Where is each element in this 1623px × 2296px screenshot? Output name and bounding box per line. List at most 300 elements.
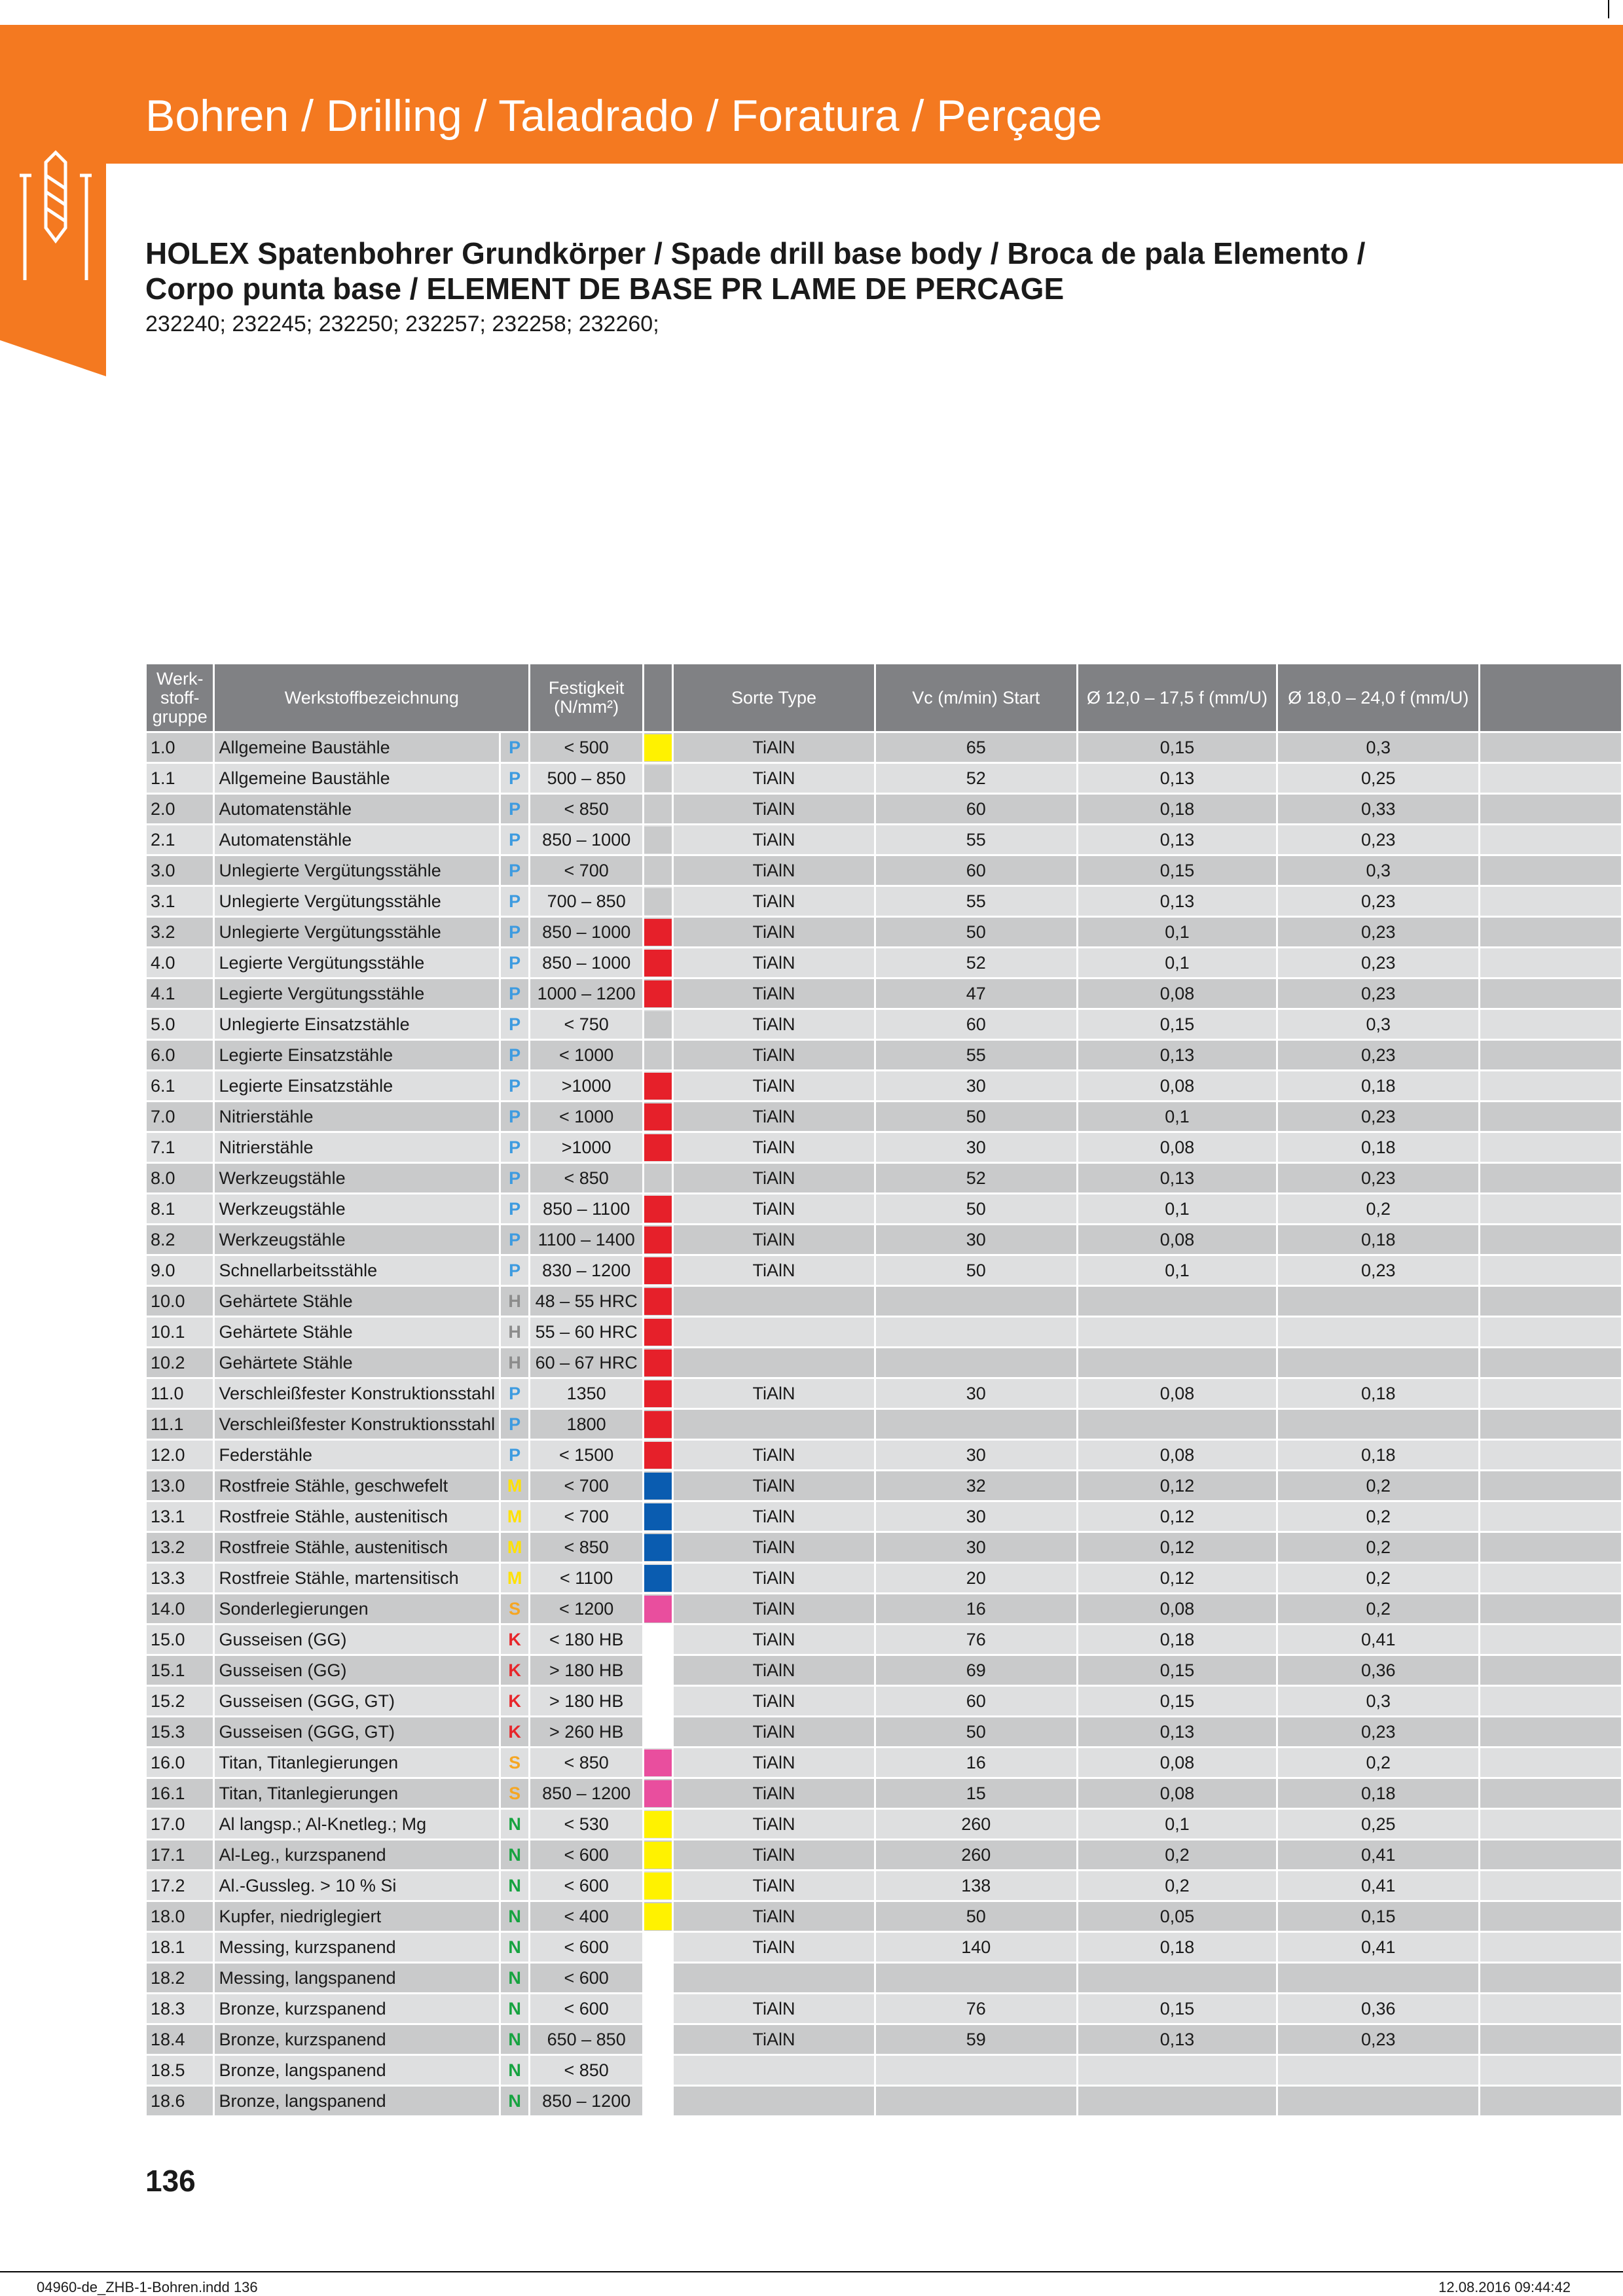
cell-strength: 850 – 1000 [530,825,644,855]
cell-vc: 60 [875,1686,1077,1717]
cell-feed-small: 0,08 [1077,1132,1277,1163]
cell-strength: > 180 HB [530,1686,644,1717]
cell-strength: < 850 [530,2055,644,2086]
cell-vc: 140 [875,1932,1077,1963]
header-empty [1480,664,1622,732]
cell-empty [1480,1871,1622,1901]
cell-material-name: Automatenstähle [214,825,500,855]
cell-type: TiAlN [673,1901,875,1932]
cell-group-code: 17.0 [147,1809,214,1840]
color-swatch [644,980,672,1007]
cell-material-name: Gehärtete Stähle [214,1317,500,1348]
cell-iso-group: K [500,1655,530,1686]
cell-material-name: Legierte Einsatzstähle [214,1040,500,1071]
cell-feed-small: 0,13 [1077,1040,1277,1071]
table-header-row [147,664,1622,732]
table-row [147,1655,1622,1686]
header-title: Bohren / Drilling / Taladrado / Foratura / Perçage [145,91,1103,141]
cell-feed-large: 0,2 [1277,1471,1480,1501]
cell-feed-large: 0,3 [1277,855,1480,886]
cell-strength: 850 – 1200 [530,1778,644,1809]
cell-iso-group: P [500,825,530,855]
cell-type: TiAlN [673,1624,875,1655]
product-title [145,236,1520,306]
cell-vc: 52 [875,948,1077,978]
cell-empty [1480,1963,1622,1994]
cell-feed-small: 0,2 [1077,1840,1277,1871]
cell-feed-large: 0,36 [1277,1655,1480,1686]
cell-vc [875,1963,1077,1994]
cell-feed-large: 0,23 [1277,1040,1480,1071]
cell-material-name: Kupfer, niedriglegiert [214,1901,500,1932]
cell-feed-large: 0,2 [1277,1194,1480,1225]
cell-empty [1480,1440,1622,1471]
cell-iso-group: P [500,1378,530,1409]
header-vc: Vc (m/min) Start [875,664,1077,732]
cell-feed-small: 0,08 [1077,978,1277,1009]
cell-type: TiAlN [673,1655,875,1686]
cell-color-swatch [644,948,673,978]
cell-iso-group: P [500,978,530,1009]
table-row [147,763,1622,794]
cell-iso-group: P [500,1009,530,1040]
cell-feed-small: 0,13 [1077,1163,1277,1194]
cell-group-code: 13.2 [147,1532,214,1563]
color-swatch [644,888,672,915]
cell-empty [1480,1071,1622,1102]
cell-feed-small: 0,13 [1077,825,1277,855]
cell-feed-large [1277,1317,1480,1348]
cell-material-name: Legierte Vergütungsstähle [214,978,500,1009]
cell-vc: 32 [875,1471,1077,1501]
cell-strength: < 1200 [530,1594,644,1624]
header-color [644,664,673,732]
cell-feed-small: 0,12 [1077,1501,1277,1532]
color-swatch [644,734,672,761]
cell-group-code: 7.0 [147,1102,214,1132]
cell-group-code: 14.0 [147,1594,214,1624]
cell-empty [1480,855,1622,886]
cell-iso-group: N [500,1963,530,1994]
cell-empty [1480,794,1622,825]
color-swatch [644,1503,672,1530]
cell-iso-group: P [500,763,530,794]
cell-strength: >1000 [530,1132,644,1163]
cell-material-name: Al langsp.; Al-Knetleg.; Mg [214,1809,500,1840]
cell-feed-large: 0,23 [1277,978,1480,1009]
cell-feed-large: 0,18 [1277,1132,1480,1163]
color-swatch [644,1227,672,1253]
cell-feed-small: 0,1 [1077,1809,1277,1840]
cell-group-code: 10.2 [147,1348,214,1378]
cell-empty [1480,2055,1622,2086]
cell-material-name: Unlegierte Vergütungsstähle [214,886,500,917]
cell-vc: 30 [875,1501,1077,1532]
cell-feed-large: 0,36 [1277,1994,1480,2024]
table-row [147,1255,1622,1286]
cell-color-swatch [644,886,673,917]
cell-vc: 60 [875,855,1077,886]
cell-group-code: 15.0 [147,1624,214,1655]
drill-icon [20,149,92,280]
cell-group-code: 17.2 [147,1871,214,1901]
cell-feed-large: 0,18 [1277,1071,1480,1102]
cell-feed-small: 0,08 [1077,1778,1277,1809]
color-swatch [644,950,672,977]
cell-type: TiAlN [673,732,875,763]
cell-type: TiAlN [673,1255,875,1286]
cell-strength: < 600 [530,1932,644,1963]
cell-color-swatch [644,825,673,855]
table-row [147,1194,1622,1225]
cell-material-name: Unlegierte Vergütungsstähle [214,917,500,948]
cell-type: TiAlN [673,855,875,886]
color-swatch [644,1196,672,1223]
cell-iso-group: P [500,794,530,825]
color-swatch [644,1073,672,1100]
cell-empty [1480,1348,1622,1378]
cell-feed-large [1277,1286,1480,1317]
cell-vc: 50 [875,1255,1077,1286]
cell-feed-small: 0,05 [1077,1901,1277,1932]
cell-feed-small: 0,18 [1077,1624,1277,1655]
cell-vc: 55 [875,1040,1077,1071]
cell-feed-large [1277,2086,1480,2117]
cell-iso-group: M [500,1563,530,1594]
cell-group-code: 16.0 [147,1748,214,1778]
cell-feed-small [1077,2086,1277,2117]
cell-iso-group: P [500,1132,530,1163]
cell-vc: 30 [875,1071,1077,1102]
cell-empty [1480,1901,1622,1932]
cell-material-name: Unlegierte Einsatzstähle [214,1009,500,1040]
cell-group-code: 15.3 [147,1717,214,1748]
cell-vc: 52 [875,1163,1077,1194]
table-row [147,978,1622,1009]
cell-feed-small [1077,1286,1277,1317]
cell-material-name: Nitrierstähle [214,1102,500,1132]
cell-strength: 700 – 850 [530,886,644,917]
cell-feed-small: 0,15 [1077,1994,1277,2024]
cell-vc: 65 [875,732,1077,763]
cell-material-name: Gusseisen (GG) [214,1655,500,1686]
cell-feed-large [1277,2055,1480,2086]
cell-feed-small: 0,18 [1077,1932,1277,1963]
cell-material-name: Sonderlegierungen [214,1594,500,1624]
cell-group-code: 4.1 [147,978,214,1009]
table-body [147,732,1622,2117]
cell-strength: < 1000 [530,1102,644,1132]
cell-strength: < 850 [530,1532,644,1563]
cell-type: TiAlN [673,825,875,855]
cell-empty [1480,1409,1622,1440]
cell-iso-group: P [500,1409,530,1440]
cell-iso-group: P [500,1225,530,1255]
cell-empty [1480,1624,1622,1655]
cell-material-name: Unlegierte Vergütungsstähle [214,855,500,886]
cell-vc: 47 [875,978,1077,1009]
cell-group-code: 18.2 [147,1963,214,1994]
cell-color-swatch [644,855,673,886]
cell-iso-group: N [500,2055,530,2086]
color-swatch [644,1873,672,1899]
cell-iso-group: P [500,732,530,763]
cell-type: TiAlN [673,1163,875,1194]
table-row [147,1409,1622,1440]
cutting-data-table [147,664,1623,2117]
cell-feed-large: 0,2 [1277,1748,1480,1778]
cell-type: TiAlN [673,2024,875,2055]
table-row [147,1071,1622,1102]
cell-material-name: Verschleißfester Konstruktionsstahl [214,1378,500,1409]
cell-iso-group: M [500,1532,530,1563]
cell-color-swatch [644,1594,673,1624]
header-group: Werk- stoff- gruppe [147,664,214,732]
cell-feed-large: 0,18 [1277,1440,1480,1471]
cell-feed-large: 0,23 [1277,1255,1480,1286]
cell-empty [1480,1778,1622,1809]
cell-vc: 52 [875,763,1077,794]
table-row [147,1532,1622,1563]
cell-color-swatch [644,1994,673,2024]
cell-color-swatch [644,1194,673,1225]
cell-empty [1480,1471,1622,1501]
cell-iso-group: K [500,1686,530,1717]
cell-empty [1480,1009,1622,1040]
cell-empty [1480,732,1622,763]
cell-color-swatch [644,1071,673,1102]
color-swatch [644,1903,672,1930]
cell-feed-small: 0,08 [1077,1748,1277,1778]
cell-vc: 260 [875,1840,1077,1871]
cell-empty [1480,1102,1622,1132]
cell-iso-group: P [500,1163,530,1194]
cell-empty [1480,1132,1622,1163]
cell-type [673,1286,875,1317]
cell-strength: 850 – 1000 [530,917,644,948]
cell-empty [1480,1194,1622,1225]
cell-vc: 260 [875,1809,1077,1840]
cell-feed-small: 0,08 [1077,1225,1277,1255]
cell-group-code: 18.0 [147,1901,214,1932]
cell-feed-small: 0,08 [1077,1440,1277,1471]
cell-strength: 1000 – 1200 [530,978,644,1009]
cell-feed-small [1077,1348,1277,1378]
table-row [147,917,1622,948]
cell-empty [1480,1809,1622,1840]
color-swatch [644,1442,672,1469]
cell-vc [875,2055,1077,2086]
cell-color-swatch [644,1471,673,1501]
color-swatch [644,919,672,946]
cell-material-name: Automatenstähle [214,794,500,825]
cell-type: TiAlN [673,1563,875,1594]
cell-strength: 500 – 850 [530,763,644,794]
cell-feed-large: 0,25 [1277,763,1480,794]
cell-feed-large [1277,1348,1480,1378]
cell-color-swatch [644,1286,673,1317]
cell-empty [1480,1594,1622,1624]
cell-feed-small: 0,15 [1077,855,1277,886]
cell-strength: < 700 [530,1501,644,1532]
cell-material-name: Bronze, kurzspanend [214,2024,500,2055]
cell-type: TiAlN [673,1717,875,1748]
cell-type: TiAlN [673,794,875,825]
cell-group-code: 10.1 [147,1317,214,1348]
cell-color-swatch [644,1501,673,1532]
cell-material-name: Legierte Vergütungsstähle [214,948,500,978]
cell-type: TiAlN [673,1748,875,1778]
cell-type: TiAlN [673,1501,875,1532]
cell-strength: < 400 [530,1901,644,1932]
cell-color-swatch [644,1901,673,1932]
cell-type [673,2055,875,2086]
cell-vc: 30 [875,1378,1077,1409]
cell-material-name: Gusseisen (GGG, GT) [214,1717,500,1748]
cell-vc: 59 [875,2024,1077,2055]
cell-material-name: Titan, Titanlegierungen [214,1748,500,1778]
cell-vc [875,1317,1077,1348]
cell-empty [1480,1255,1622,1286]
footer-file-info: 04960-de_ZHB-1-Bohren.indd 136 [37,2279,258,2295]
cell-feed-large: 0,3 [1277,1686,1480,1717]
color-swatch [644,1411,672,1438]
cell-vc [875,1286,1077,1317]
cell-type: TiAlN [673,1194,875,1225]
color-swatch [644,1473,672,1499]
cell-empty [1480,1686,1622,1717]
cell-type: TiAlN [673,1225,875,1255]
color-swatch [644,1780,672,1807]
cell-feed-large: 0,2 [1277,1563,1480,1594]
cell-type: TiAlN [673,1471,875,1501]
cell-vc: 76 [875,1624,1077,1655]
table-row [147,1963,1622,1994]
cell-empty [1480,886,1622,917]
header-name: Werkstoffbezeichnung [214,664,530,732]
color-swatch [644,1811,672,1838]
cell-vc: 50 [875,1194,1077,1225]
cell-color-swatch [644,1686,673,1717]
cell-material-name: Gusseisen (GGG, GT) [214,1686,500,1717]
table-row [147,1286,1622,1317]
cell-iso-group: P [500,1440,530,1471]
cell-feed-large: 0,3 [1277,1009,1480,1040]
table-row [147,948,1622,978]
cell-type: TiAlN [673,1686,875,1717]
cell-type: TiAlN [673,1132,875,1163]
cell-feed-small: 0,1 [1077,1255,1277,1286]
table-row [147,794,1622,825]
table-row [147,1994,1622,2024]
cell-iso-group: P [500,948,530,978]
footer-timestamp: 12.08.2016 09:44:42 [1438,2279,1571,2295]
cell-vc: 60 [875,794,1077,825]
cell-group-code: 4.0 [147,948,214,978]
cell-material-name: Al.-Gussleg. > 10 % Si [214,1871,500,1901]
cell-strength: < 750 [530,1009,644,1040]
cell-empty [1480,825,1622,855]
cell-feed-small: 0,08 [1077,1378,1277,1409]
cell-feed-small: 0,15 [1077,1686,1277,1717]
cell-feed-large: 0,33 [1277,794,1480,825]
cell-type: TiAlN [673,763,875,794]
cell-iso-group: M [500,1501,530,1532]
cell-empty [1480,1225,1622,1255]
cell-group-code: 18.3 [147,1994,214,2024]
table-row [147,1040,1622,1071]
cell-color-swatch [644,763,673,794]
color-swatch [644,1842,672,1869]
cell-feed-large: 0,23 [1277,948,1480,978]
table-row [147,1809,1622,1840]
cell-iso-group: P [500,1071,530,1102]
cell-iso-group: H [500,1317,530,1348]
cell-material-name: Titan, Titanlegierungen [214,1778,500,1809]
color-swatch [644,1596,672,1623]
cell-iso-group: P [500,855,530,886]
cell-strength: 1800 [530,1409,644,1440]
cell-feed-large [1277,1963,1480,1994]
cell-material-name: Bronze, langspanend [214,2055,500,2086]
cell-material-name: Werkzeugstähle [214,1194,500,1225]
table-row [147,1163,1622,1194]
cell-color-swatch [644,2086,673,2117]
cell-vc: 76 [875,1994,1077,2024]
cell-color-swatch [644,1624,673,1655]
cell-vc: 55 [875,825,1077,855]
cell-vc [875,2086,1077,2117]
color-swatch [644,1288,672,1315]
cell-color-swatch [644,1840,673,1871]
cell-empty [1480,2086,1622,2117]
cell-material-name: Werkzeugstähle [214,1225,500,1255]
cell-color-swatch [644,978,673,1009]
cell-iso-group: P [500,1194,530,1225]
cell-group-code: 17.1 [147,1840,214,1871]
cell-feed-large: 0,23 [1277,1717,1480,1748]
cell-empty [1480,1994,1622,2024]
cell-group-code: 15.1 [147,1655,214,1686]
header-type: Sorte Type [673,664,875,732]
cell-color-swatch [644,1225,673,1255]
cell-vc: 50 [875,917,1077,948]
cell-group-code: 11.0 [147,1378,214,1409]
cell-type: TiAlN [673,1378,875,1409]
cell-iso-group: S [500,1594,530,1624]
cell-feed-small: 0,08 [1077,1071,1277,1102]
cell-feed-large: 0,41 [1277,1624,1480,1655]
table-row [147,1594,1622,1624]
cell-iso-group: P [500,1040,530,1071]
cell-type: TiAlN [673,1071,875,1102]
cell-feed-small [1077,1409,1277,1440]
cell-empty [1480,1317,1622,1348]
cell-vc: 30 [875,1532,1077,1563]
color-swatch [644,1257,672,1284]
cell-strength: > 260 HB [530,1717,644,1748]
cell-color-swatch [644,1255,673,1286]
cell-empty [1480,1932,1622,1963]
cell-type [673,1348,875,1378]
cell-feed-small: 0,15 [1077,732,1277,763]
cell-group-code: 5.0 [147,1009,214,1040]
cell-type [673,1963,875,1994]
cell-strength: 48 – 55 HRC [530,1286,644,1317]
cell-vc: 20 [875,1563,1077,1594]
bottom-crop-line [0,2271,1623,2272]
cell-color-swatch [644,1102,673,1132]
